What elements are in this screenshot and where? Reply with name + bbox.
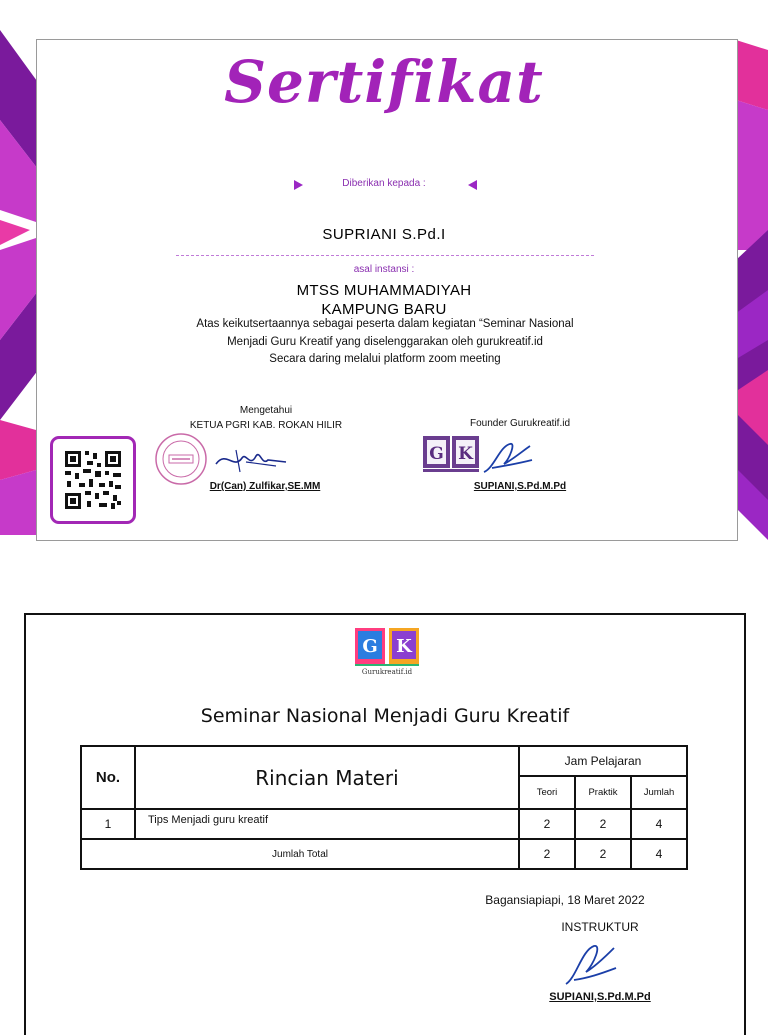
total-label: Jumlah Total: [81, 839, 519, 869]
signature-icon: [206, 440, 296, 480]
row-practice: 2: [575, 809, 631, 839]
row-total: 4: [631, 809, 687, 839]
instructor-role: INSTRUKTUR: [561, 920, 639, 934]
signature-icon: [480, 438, 536, 476]
origin-line-2: KAMPUNG BARU: [321, 301, 447, 318]
header-material: Rincian Materi: [135, 746, 519, 809]
header-no: No.: [81, 746, 135, 809]
qr-code-icon: [50, 436, 136, 524]
description-line-1: Atas keikutsertaannya sebagai peserta dalam kegiatan “Seminar Nasional: [196, 318, 574, 330]
svg-text:K: K: [396, 636, 412, 657]
gurukreatif-logo-icon: [352, 626, 422, 676]
founder-name: SUPIANI,S.Pd.M.Pd: [473, 481, 567, 492]
svg-text:Gurukreatif.id: Gurukreatif.id: [361, 668, 413, 676]
description-line-2: Menjadi Guru Kreatif yang diselenggarakan oleh gurukreatif.id: [227, 335, 543, 348]
origin-institution: [0, 281, 768, 319]
given-to-label: Diberikan kepada :: [342, 178, 426, 189]
description-line-3: Secara daring melalui platform zoom meeting: [269, 353, 501, 365]
certificate-description: [100, 316, 670, 369]
header-total: Jumlah: [631, 776, 687, 809]
total-theory: 2: [519, 839, 575, 869]
row-material: Tips Menjadi guru kreatif: [135, 809, 519, 839]
svg-text:G: G: [429, 444, 444, 464]
gurukreatif-logo-icon: [421, 432, 481, 474]
header-theory: Teori: [519, 776, 575, 809]
chair-title: KETUA PGRI KAB. ROKAN HILIR: [189, 420, 343, 431]
acknowledged-label: Mengetahui: [239, 405, 293, 416]
origin-line-1: MTSS MUHAMMADIYAH: [296, 282, 472, 299]
header-practice: Praktik: [575, 776, 631, 809]
signature-icon: [560, 938, 620, 988]
svg-text:G: G: [362, 636, 378, 657]
recipient-name: SUPRIANI S.Pd.I: [322, 226, 446, 243]
seminar-title: Seminar Nasional Menjadi Guru Kreatif: [200, 705, 570, 727]
origin-label: asal instansi :: [353, 264, 415, 275]
certificate-title: Sertifikat: [224, 48, 544, 116]
material-table: [80, 745, 688, 870]
header-hours: Jam Pelajaran: [519, 746, 687, 776]
acknowledgement-block: [186, 403, 346, 433]
table-header-row: [81, 746, 687, 776]
total-practice: 2: [575, 839, 631, 869]
triangle-left-icon: [468, 180, 477, 190]
total-sum: 4: [631, 839, 687, 869]
svg-text:K: K: [458, 444, 473, 464]
chair-name: Dr(Can) Zulfikar,SE.MM: [209, 481, 321, 492]
row-no: 1: [81, 809, 135, 839]
row-theory: 2: [519, 809, 575, 839]
instructor-name: SUPIANI,S.Pd.M.Pd: [549, 991, 651, 1003]
table-row: [81, 809, 687, 839]
pgri-stamp-icon: [154, 432, 208, 486]
place-date: Bagansiapiapi, 18 Maret 2022: [485, 893, 645, 907]
divider: [176, 255, 594, 256]
founder-label: Founder Gurukreatif.id: [469, 418, 571, 429]
table-total-row: [81, 839, 687, 869]
